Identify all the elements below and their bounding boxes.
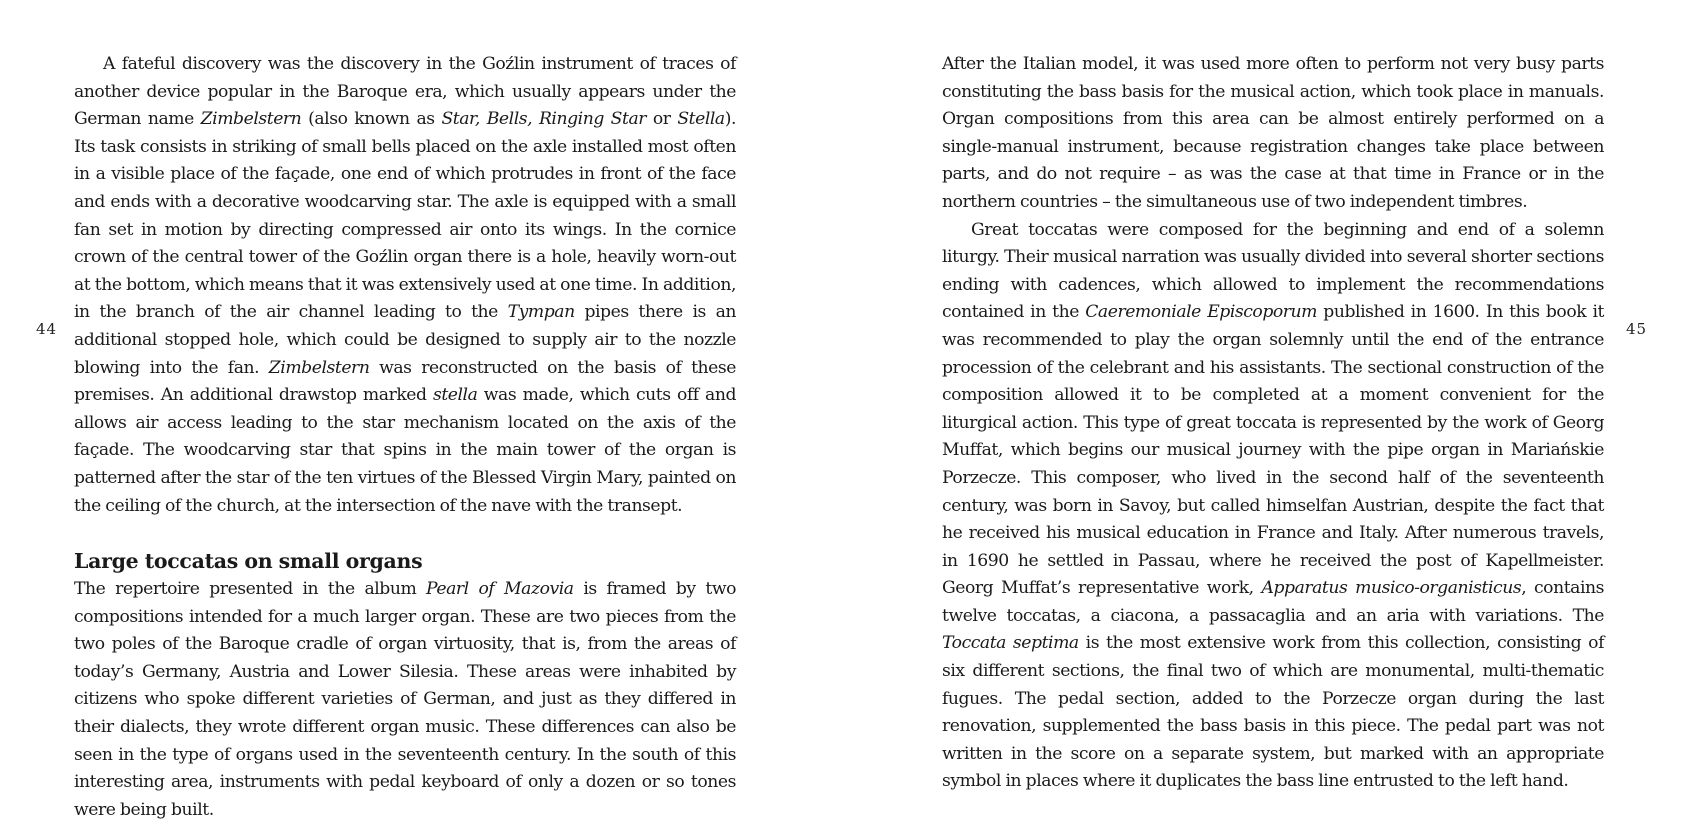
- left-paragraph-1: A fateful discovery was the discovery in the Goźlin instrument of traces of another device popular in the Baroque era, which usually appears under the German name Zimbelstern (also known as Star, Bells, Ringing Star or Stella). Its task consists in striking of small bells placed on the axle installed most often in a visible place of the façade, one end of which protrudes in front of the face and ends with a decorative woodcarving star. The axle is equipped with a small fan set in motion by directing compressed air onto its wings. In the cornice crown of the central tower of the Goźlin organ there is a hole, heavily worn-out at the bottom, which means that it was extensively used at one time. In addition, in the branch of the air channel leading to the Tympan pipes there is an additional stopped hole, which could be designed to supply air to the nozzle blowing into the fan. Zimbelstern was reconstructed on the basis of these premises. An additional drawstop marked stella was made, which cuts off and allows air access leading to the star mechanism located on the axis of the façade. The woodcarving star that spins in the main tower of the organ is patterned after the star of the ten virtues of the Blessed Virgin Mary, painted on the ceiling of the church, at the intersection of the nave with the transept.: [74, 54, 737, 516]
- section-heading: Large toccatas on small organs: [74, 549, 423, 574]
- page-number-right: 45: [1626, 320, 1648, 338]
- left-page-column: [74, 51, 736, 824]
- left-paragraph-2: The repertoire presented in the album Pearl of Mazovia is framed by two compositions intended for a much larger organ. These are two pieces from the two poles of the Baroque cradle of organ virtuosity, that is, from the areas of today’s Germany, Austria and Lower Silesia. These areas were inhabited by citizens who spoke different varieties of German, and just as they differed in their dialects, they wrote different organ music. These differences can also be seen in the type of organs used in the seventeenth century. In the south of this interesting area, instruments with pedal keyboard of only a dozen or so tones were being built.: [74, 579, 736, 820]
- right-paragraph-2: Great toccatas were composed for the beginning and end of a solemn liturgy. Their musical narration was usually divided into several shorter sections ending with cadences, which allowed to implement the recommendations contained in the Caeremoniale Episcoporum published in 1600. In this book it was recommended to play the organ solemnly until the end of the entrance procession of the celebrant and his assistants. The sectional construction of the composition allowed it to be completed at a moment convenient for the liturgical action. This type of great toccata is represented by the work of Georg Muffat, which begins our musical journey with the pipe organ in Mariańskie Porzecze. This composer, who lived in the second half of the seventeenth century, was born in Savoy, but called himselfan Austrian, despite the fact that he received his musical education in France and Italy. After numerous travels, in 1690 he settled in Passau, where he received the post of Kapellmeister. Georg Muffat’s representative work, Apparatus musico-organisticus, contains twelve toccatas, a ciacona, a passacaglia and an aria with variations. The Toccata septima is the most extensive work from this collection, consisting of six different sections, the final two of which are monumental, multi-thematic fugues. The pedal section, added to the Porzecze organ during the last renovation, supplemented the bass basis in this piece. The pedal part was not written in the score on a separate system, but marked with an appropriate symbol in places where it duplicates the bass line entrusted to the left hand.: [942, 219, 1604, 792]
- page-number-left: 44: [36, 320, 58, 338]
- right-paragraph-1: After the Italian model, it was used more often to perform not very busy parts constituting the bass basis for the musical action, which took place in manuals. Organ compositions from this area can be almost entirely performed on a single-manual instrument, because registration changes take place between parts, and do not require – as was the case at that time in France or in the northern countries – the simultaneous use of two independent timbres.: [942, 54, 1604, 212]
- right-page-column: [942, 51, 1604, 796]
